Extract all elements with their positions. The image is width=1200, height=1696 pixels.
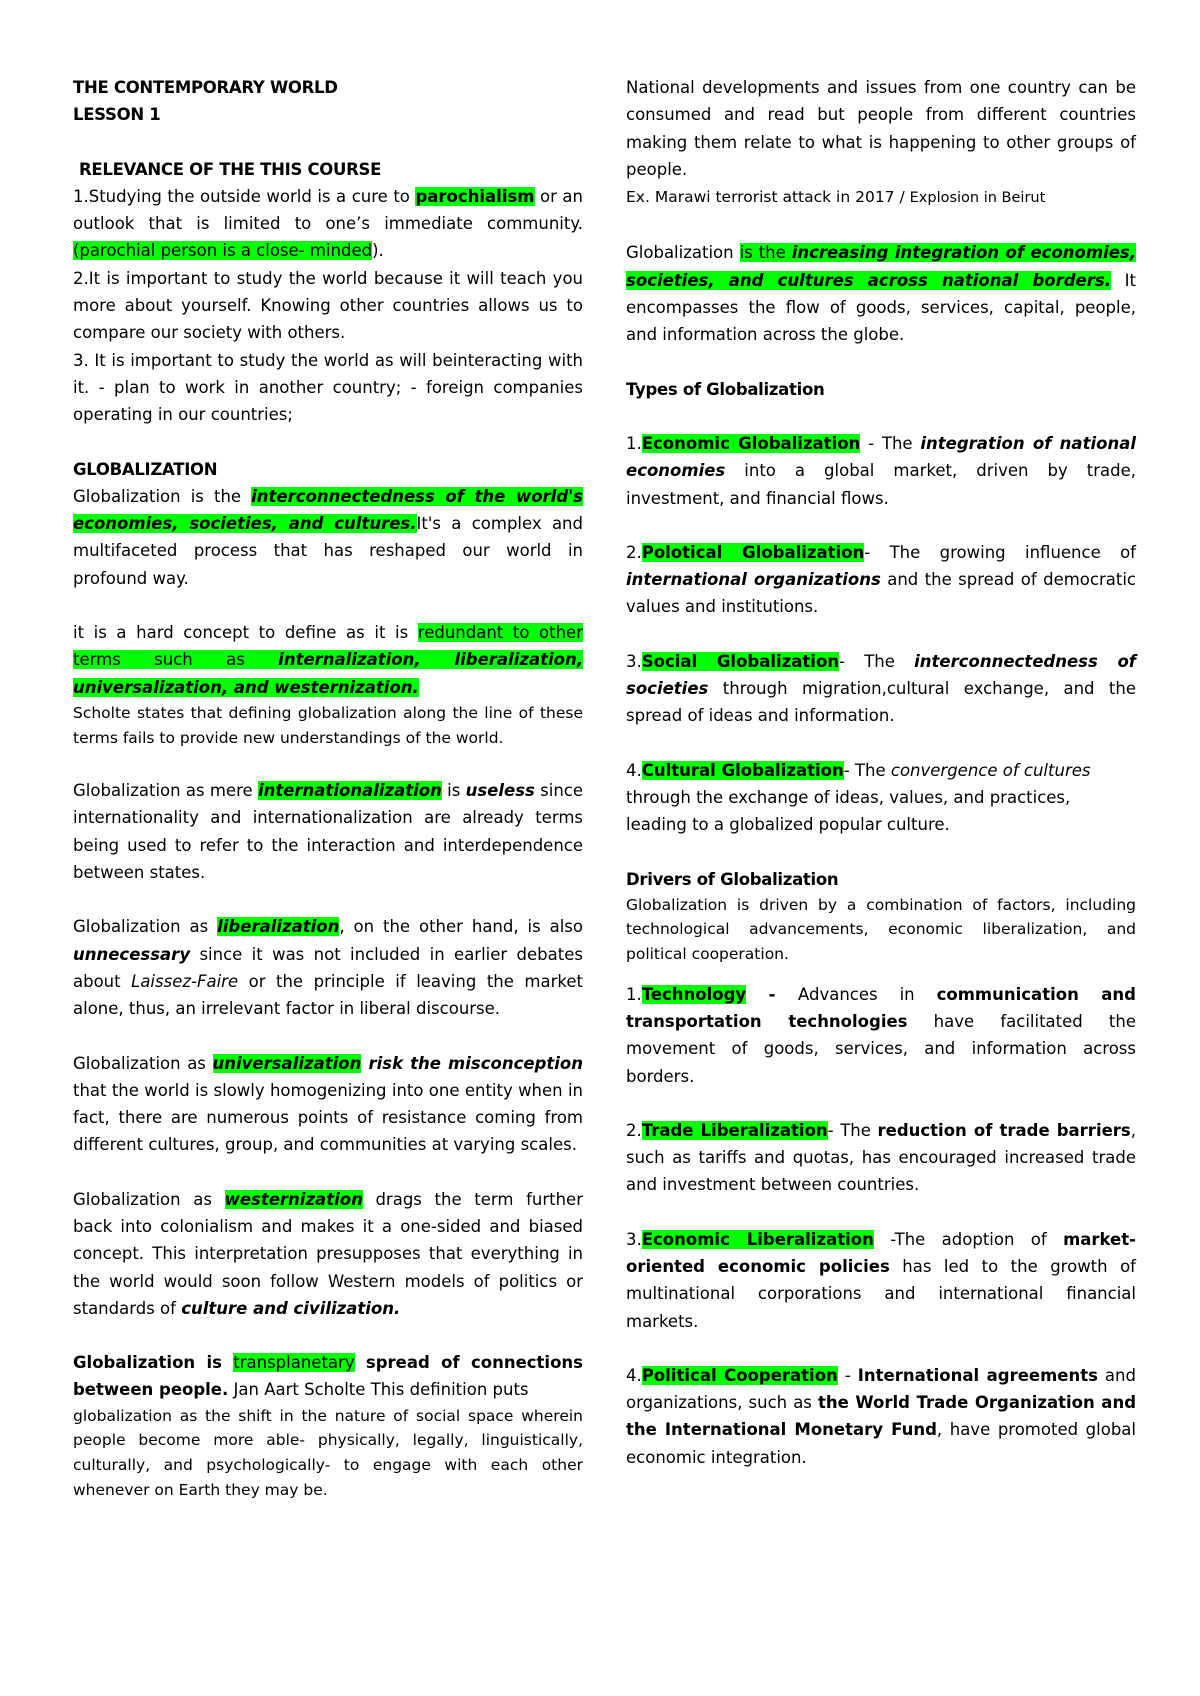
national-developments-paragraph: National developments and issues from one country can be consumed and read but people from different countries making them relate to what is happening to other groups of people. — [626, 78, 1136, 179]
highlight-is-the: is the — [739, 243, 792, 263]
highlight-parochialism: parochialism — [415, 186, 535, 206]
text: it is a hard concept to define as it is — [73, 623, 418, 643]
spacer — [626, 349, 1136, 376]
text: Globalization as — [73, 1189, 225, 1209]
example-line — [626, 183, 1136, 212]
spacer — [626, 1090, 1136, 1117]
text: 3. — [626, 651, 642, 671]
spacer — [626, 967, 1136, 981]
emphasis: international organizations — [626, 570, 881, 590]
text: Ex. Marawi terrorist attack in 2017 / — [626, 188, 910, 207]
driver-political — [626, 1362, 1136, 1471]
text: have facilitated the movement of goods, services, and information across borders. — [626, 1011, 1137, 1086]
text: It encompasses the flow of goods, services, capital, people, and information across the globe. — [626, 270, 1136, 345]
text: Explosion in Beirut — [909, 190, 1046, 207]
text: It's a complex and multifaceted process that has reshaped our world in profound way. — [73, 514, 583, 588]
emphasis: integration of national economies — [626, 433, 1136, 481]
text: through the exchange of ideas, values, and practices, leading to a globalized popular culture. — [626, 787, 1071, 835]
highlight-political-globalization: Polotical Globalization — [641, 542, 865, 562]
text: 1.Studying the outside world is a cure to — [73, 186, 416, 206]
type-social — [626, 648, 1136, 730]
highlight-economic-liberalization: Economic Liberalization — [641, 1229, 874, 1249]
text: through migration,cultural exchange, and the spread of ideas and information. — [626, 679, 1136, 726]
text: - The growing influence of — [864, 542, 1136, 562]
text: is — [441, 781, 466, 801]
highlight-technology: Technology — [641, 984, 747, 1004]
text: - The — [827, 1120, 878, 1140]
text: , such as tariffs and quotas, has encouraged increased trade and investment between countries. — [626, 1120, 1136, 1195]
drivers-heading: Drivers of Globalization — [626, 869, 839, 889]
transplanetary-paragraph — [73, 1349, 583, 1404]
spacer — [626, 403, 1136, 430]
spacer — [626, 212, 1136, 239]
emphasis: interconnectedness of societies — [626, 651, 1136, 699]
spacer — [73, 886, 583, 913]
globalization-definition-2 — [626, 239, 1136, 348]
liberalization-paragraph — [73, 913, 583, 1022]
course-title: THE CONTEMPORARY WORLD — [73, 78, 338, 97]
type-political — [626, 539, 1136, 621]
hard-concept-paragraph — [73, 619, 583, 701]
bold-text: communication and transportation technologies — [626, 984, 1136, 1031]
relevance-point-1 — [73, 183, 583, 265]
emphasis-laissez-faire: Laissez-Faire — [131, 971, 239, 991]
spacer — [626, 1199, 1136, 1226]
highlight-terms: internalization, liberalization, universalization, and westernization. — [73, 650, 584, 697]
highlight-political-cooperation: Political Cooperation — [641, 1365, 838, 1385]
text: 1. — [626, 984, 642, 1004]
text: and the spread of democratic values and institutions. — [626, 570, 1136, 617]
globalization-definition — [73, 483, 583, 592]
emphasis: convergence of cultures — [890, 760, 1091, 780]
text: or the principle if leaving the market alone, thus, an irrelevant factor in liberal discourse. — [73, 971, 583, 1019]
left-column — [73, 74, 583, 1502]
emphasis-unnecessary: unnecessary — [73, 944, 191, 964]
highlight-cultural-globalization: Cultural Globalization — [641, 760, 844, 780]
bold-text: spread of connections between people. — [73, 1353, 583, 1400]
bold-text: International agreements — [857, 1365, 1098, 1385]
spacer — [73, 1023, 583, 1050]
type-economic — [626, 430, 1136, 512]
spacer — [626, 839, 1136, 866]
text: or an outlook that is limited to one’s immediate community. — [73, 186, 584, 234]
text: Globalization as mere — [73, 781, 258, 801]
text: that the world is slowly homogenizing into one entity when in fact, there are numerous points of resistance coming from different cultures, group, and communities at varying scales. — [73, 1080, 583, 1155]
westernization-paragraph — [73, 1186, 583, 1322]
spacer — [626, 730, 1136, 757]
bold-text: the World Trade Organization and the International Monetary Fund — [626, 1393, 1137, 1440]
text: - The — [839, 651, 915, 671]
highlight-social-globalization: Social Globalization — [641, 651, 840, 671]
emphasis-useless: useless — [465, 781, 535, 801]
text: - The — [843, 760, 891, 780]
highlight-internationalization: internationalization — [257, 781, 442, 801]
bold-text: market-oriented economic policies — [626, 1229, 1136, 1276]
text: -The adoption of — [873, 1229, 1064, 1249]
types-heading: Types of Globalization — [626, 379, 825, 399]
spacer — [626, 512, 1136, 539]
text: drags the term further back into colonialism and makes it a one-sided and biased concept. This interpretation presupposes that everything in the world would soon follow Western models of politics or standards of — [73, 1189, 583, 1318]
bold-text: Globalization is — [73, 1353, 234, 1373]
text: ). — [372, 241, 384, 261]
drivers-intro: Globalization is driven by a combination of factors, including technological advancements, economic liberalization, and political cooperation. — [626, 895, 1136, 964]
relevance-heading: RELEVANCE OF THE THIS COURSE — [79, 159, 382, 179]
text: Globalization as — [73, 1053, 213, 1073]
highlight-interconnectedness: interconnectedness of the world's economies, societies, and cultures. — [73, 486, 584, 534]
text: 3. — [626, 1229, 642, 1249]
text: - — [837, 1365, 858, 1385]
text: , on the other hand, is also — [339, 917, 583, 937]
text: into a global market, driven by trade, investment, and financial flows. — [626, 461, 1136, 508]
emphasis-misconception: risk the misconception — [361, 1053, 584, 1073]
highlight-trade-liberalization: Trade Liberalization — [641, 1120, 828, 1140]
text: Globalization — [626, 243, 740, 263]
right-column — [626, 74, 1136, 1471]
type-cultural — [626, 757, 1136, 839]
scholte-note: Scholte states that defining globalization along the line of these terms fails to provide new understandings of the world. — [73, 703, 583, 747]
spacer — [626, 621, 1136, 648]
text: since it was not included in earlier debates about — [73, 944, 583, 991]
highlight-parochial-person: (parochial person is a close- minded — [73, 241, 373, 261]
text: - — [746, 984, 798, 1004]
emphasis-culture: culture and civilization. — [181, 1298, 401, 1318]
spacer — [73, 1159, 583, 1186]
driver-technology — [626, 981, 1136, 1090]
highlight-universalization: universalization — [212, 1053, 362, 1073]
highlight-liberalization: liberalization — [217, 917, 340, 937]
text: Jan Aart Scholte This definition puts — [228, 1380, 529, 1400]
highlight-westernization: westernization — [224, 1189, 363, 1209]
text: 4. — [626, 1365, 642, 1385]
driver-trade — [626, 1117, 1136, 1199]
text: 2. — [626, 1120, 642, 1140]
text: has led to the growth of multinational corporations and international financial markets. — [626, 1256, 1136, 1331]
text: and organizations, such as — [626, 1365, 1136, 1413]
relevance-point-3: 3. It is important to study the world as will beinteracting with it. - plan to work in another country; - foreign companies operating in our countries; — [73, 350, 583, 425]
globalization-heading: GLOBALIZATION — [73, 459, 218, 479]
text: Globalization is the — [73, 486, 252, 506]
bold-text: reduction of trade barriers — [877, 1120, 1131, 1140]
text: Advances in — [798, 984, 937, 1004]
text: 4. — [626, 760, 642, 780]
universalization-paragraph — [73, 1050, 583, 1159]
text: 2. — [626, 542, 642, 562]
spacer — [626, 1335, 1136, 1362]
spacer — [73, 129, 583, 156]
text: Globalization as — [73, 917, 218, 937]
text: since internationality and internationalization are already terms being used to refer to the interaction and interdependence between states. — [73, 781, 583, 883]
text: 1. — [626, 433, 642, 453]
highlight-redundant: redundant to other terms such as — [73, 623, 583, 670]
highlight-increasing-integration: increasing integration of economies, societies, and cultures across national borders. — [626, 243, 1137, 290]
lesson-label: LESSON 1 — [73, 105, 161, 125]
relevance-point-2: 2.It is important to study the world because it will teach you more about yourself. Knowing other countries allows us to compare our society with others. — [73, 268, 583, 343]
internationalization-paragraph — [73, 777, 583, 886]
highlight-transplanetary: transplanetary — [233, 1353, 355, 1373]
text: , have promoted global economic integration. — [626, 1420, 1136, 1467]
spacer — [73, 592, 583, 619]
text: - The — [860, 433, 921, 453]
driver-economic — [626, 1226, 1136, 1335]
spacer — [73, 750, 583, 777]
highlight-economic-globalization: Economic Globalization — [641, 433, 861, 453]
spacer — [73, 429, 583, 456]
transplanetary-detail: globalization as the shift in the nature of social space wherein people become more able- physically, legally, linguistically, culturally, and psychologically- to engage with each other whenever on Earth they may be. — [73, 1406, 583, 1499]
spacer — [73, 1322, 583, 1349]
